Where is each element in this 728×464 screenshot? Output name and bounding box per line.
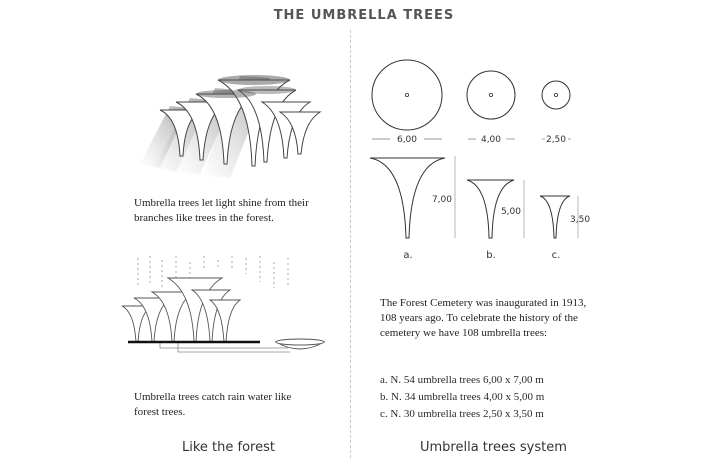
height-c: 3,50 — [570, 215, 591, 225]
list-item: b. N. 34 umbrella trees 4,00 x 5,00 m — [380, 391, 545, 403]
light-caption: Umbrella trees let light shine from their branches like trees in the forest. — [134, 197, 309, 224]
rain-trees — [122, 278, 240, 342]
rain-illustration — [120, 256, 330, 356]
light-illustration — [140, 68, 340, 178]
height-a: 7,00 — [431, 195, 452, 205]
list-item: c. N. 30 umbrella trees 2,50 x 3,50 m — [380, 408, 544, 420]
height-diagram — [366, 150, 598, 262]
center-divider — [350, 30, 351, 458]
page-title: THE UMBRELLA TREES — [273, 8, 455, 23]
list-item: a. N. 54 umbrella trees 6,00 x 7,00 m — [380, 374, 544, 386]
right-footer: Umbrella trees system — [420, 440, 567, 455]
water-basin — [276, 339, 324, 349]
cemetery-intro: The Forest Cemetery was inaugurated in 1913, 108 years ago. To celebrate the history of the cemetery we have 108 umbrella trees: — [380, 297, 587, 339]
left-footer: Like the forest — [182, 440, 275, 455]
diameter-diagram — [360, 58, 580, 148]
height-b: 5,00 — [500, 207, 521, 217]
tree-c-profile — [540, 196, 570, 238]
tree-b-letter: b. — [486, 250, 496, 261]
tree-a-letter: a. — [403, 250, 413, 261]
tree-c-letter: c. — [551, 250, 561, 261]
diameter-a: 6,00 — [396, 135, 418, 145]
tree-count-list — [380, 372, 544, 423]
rain-caption: Umbrella trees catch rain water like forest trees. — [134, 391, 292, 418]
diameter-c: 2,50 — [545, 135, 567, 145]
diameter-b: 4,00 — [480, 135, 502, 145]
